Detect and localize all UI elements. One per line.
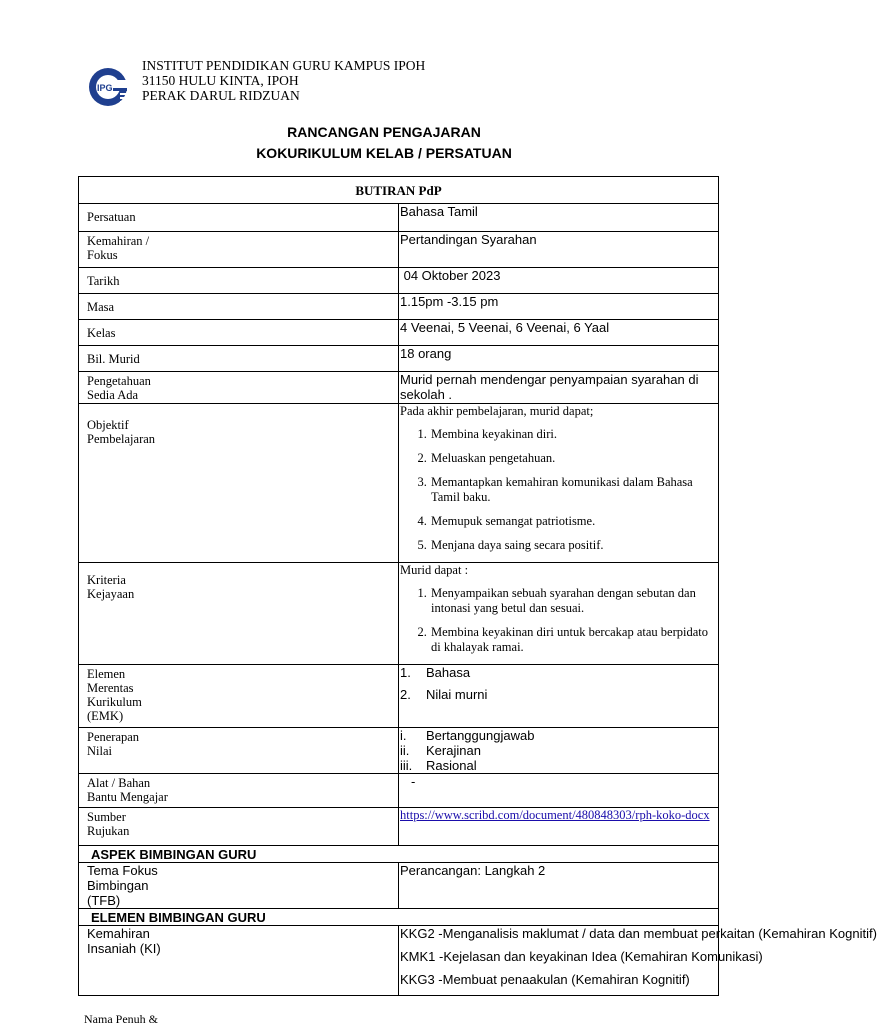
institute-name: INSTITUT PENDIDIKAN GURU KAMPUS IPOH [142,58,426,73]
list-item: KKG2 -Menganalisis maklumat / data dan membuat perkaitan (Kemahiran Kognitif) [400,926,877,941]
value-bil-murid: 18 orang [399,346,719,372]
footer-partial-text: Nama Penuh & [84,1012,158,1026]
label-pengetahuan: Pengetahuan Sedia Ada [79,372,399,404]
objektif-list [400,427,718,553]
label-emk: Elemen Merentas Kurikulum (EMK) [79,665,399,728]
label-kriteria: Kriteria Kejayaan [79,563,399,665]
value-kriteria [399,563,719,665]
aspek-header: ASPEK BIMBINGAN GURU [79,846,719,863]
value-kelas: 4 Veenai, 5 Veenai, 6 Veenai, 6 Yaal [399,320,719,346]
sumber-link[interactable]: https://www.scribd.com/document/480848303/rph-koko-docx [400,808,710,822]
institute-address [142,58,425,103]
list-item: 1. Menyampaikan sebuah syarahan dengan sebutan dan intonasi yang betul dan sesuai. [430,586,718,616]
label-kemahiran: Kemahiran / Fokus [79,232,399,268]
list-item: 2. Meluaskan pengetahuan. [430,451,718,466]
institute-state: PERAK DARUL RIDZUAN [142,88,300,103]
value-penerapan [399,728,719,774]
value-objektif [399,404,719,563]
list-item: 2. Nilai murni [400,687,488,702]
list-item: 1. Bahasa [400,665,471,680]
label-tarikh: Tarikh [79,268,399,294]
list-item: KKG3 -Membuat penaakulan (Kemahiran Kognitif) [400,972,690,987]
list-item: 1. Membina keyakinan diri. [430,427,718,442]
label-tfb: Tema Fokus Bimbingan (TFB) [79,863,399,909]
value-tfb: Perancangan: Langkah 2 [399,863,719,909]
list-item: 3. Memantapkan kemahiran komunikasi dalam Bahasa Tamil baku. [430,475,718,505]
emk-list [400,665,718,702]
label-persatuan: Persatuan [79,204,399,232]
label-kelas: Kelas [79,320,399,346]
list-item: ii. Kerajinan [400,743,481,758]
logo-text: IPG [97,83,113,93]
value-kemahiran: Pertandingan Syarahan [399,232,719,268]
label-objektif: Objektif Pembelajaran [79,404,399,563]
institute-postcode: 31150 HULU KINTA, IPOH [142,73,299,88]
label-bil-murid: Bil. Murid [79,346,399,372]
table-header: BUTIRAN PdP [79,177,719,204]
label-ki: Kemahiran Insaniah (KI) [79,926,399,996]
value-persatuan: Bahasa Tamil [399,204,719,232]
label-masa: Masa [79,294,399,320]
label-sumber: Sumber Rujukan [79,808,399,846]
label-penerapan: Penerapan Nilai [79,728,399,774]
label-alat: Alat / Bahan Bantu Mengajar [79,774,399,808]
list-item: KMK1 -Kejelasan dan keyakinan Idea (Kemahiran Komunikasi) [400,949,763,964]
kriteria-list [400,586,718,655]
value-ki [399,926,877,996]
ipg-logo [86,66,130,108]
value-sumber [399,808,719,846]
value-tarikh: 04 Oktober 2023 [399,268,719,294]
lesson-plan-table [78,176,877,996]
list-item: i. Bertanggungjawab [400,728,535,743]
value-emk [399,665,719,728]
value-pengetahuan: Murid pernah mendengar penyampaian syarahan di sekolah . [399,372,719,404]
objektif-intro: Pada akhir pembelajaran, murid dapat; [400,404,594,418]
elemen-header: ELEMEN BIMBINGAN GURU [79,909,719,926]
list-item: 5. Menjana daya saing secara positif. [430,538,718,553]
list-item: 4. Memupuk semangat patriotisme. [430,514,718,529]
value-masa: 1.15pm -3.15 pm [399,294,719,320]
doc-title-line2: KOKURIKULUM KELAB / PERSATUAN [256,145,512,161]
list-item: iii. Rasional [400,758,477,773]
list-item: 2. Membina keyakinan diri untuk bercakap atau berpidato di khalayak ramai. [430,625,718,655]
value-alat: - [399,774,719,808]
doc-title-line1: RANCANGAN PENGAJARAN [287,124,481,140]
kriteria-intro: Murid dapat : [400,563,469,577]
penerapan-list [400,728,718,773]
